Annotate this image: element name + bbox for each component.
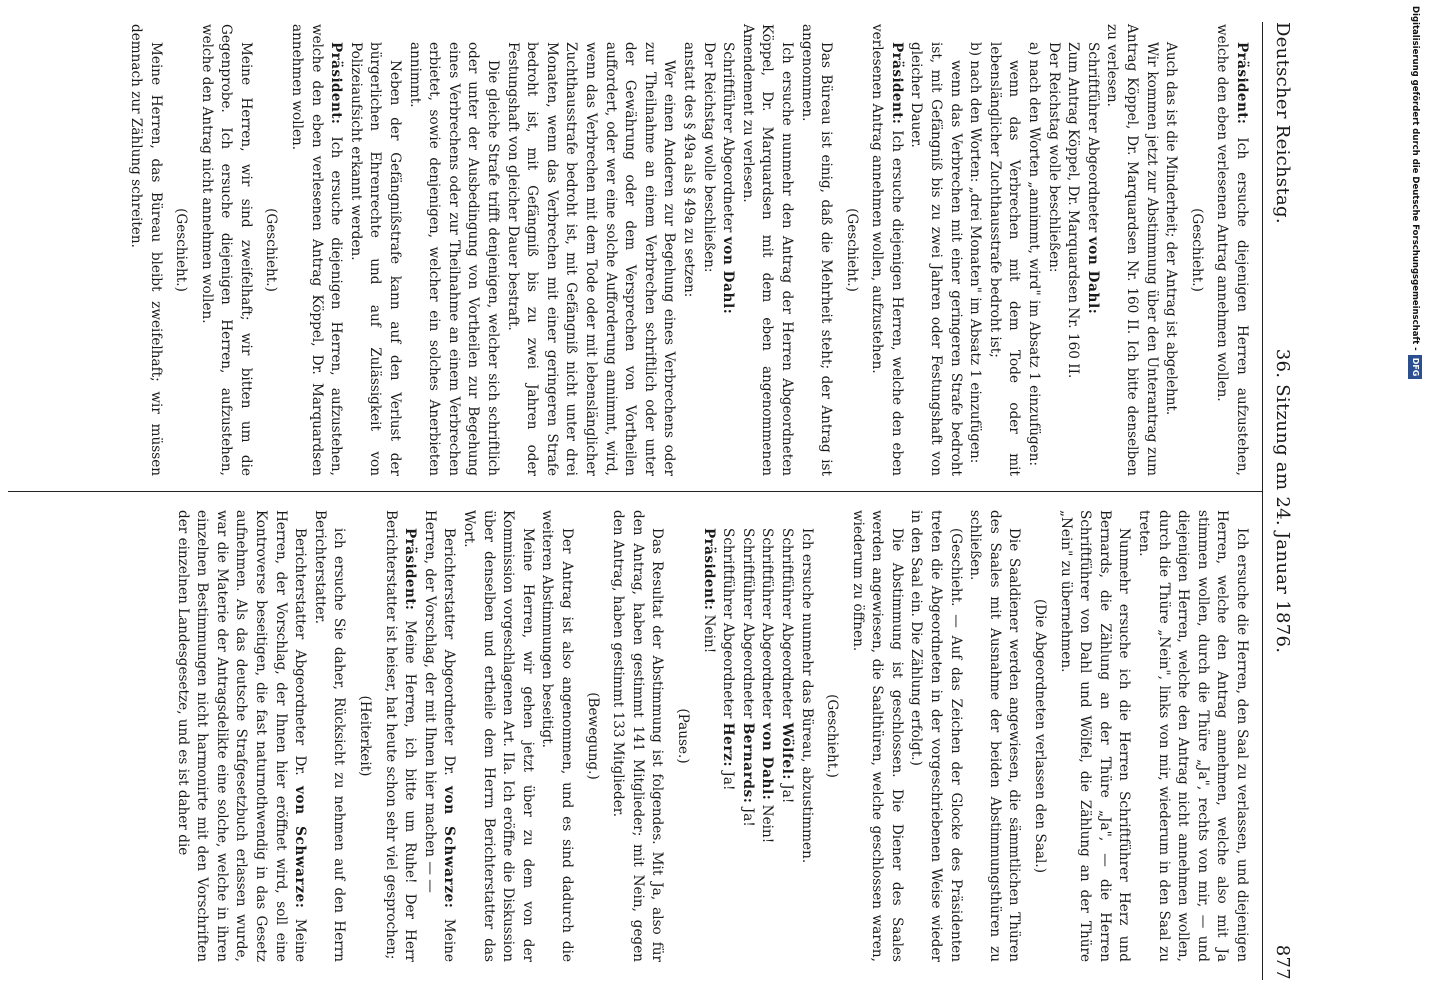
- paragraph-text: Schriftführer Abgeordneter: [739, 528, 756, 723]
- paragraph: [737, 510, 757, 962]
- paragraph: [419, 510, 458, 962]
- speaker-label: Präsident:: [402, 528, 419, 611]
- quoted-text: Wer einen Anderen zur Begehung eines Verbrechens oder zur Theilnahme an einem Verbrechen schriftlich oder unter der Gewährung oder dem Versprechen von Vortheilen auffordert, oder wer eine solche Aufforderung annimmt, wird, wenn das Verbrechen mit dem Tode oder mit lebenslänglicher Zuchthausstrafe bedroht ist, mit Gefängniß nicht unter drei Monaten, wenn das Verbrechen mit einer geringeren Strafe bedroht ist, mit Gefängniß bis zu zwei Jahren oder Festungshaft von gleicher Dauer bestraft.: [504, 42, 678, 476]
- paragraph: [678, 24, 698, 476]
- speaker-name: von Dahl:: [759, 722, 776, 801]
- paragraph-text: Meine Herren, ich bitte um Ruhe! Der Herr Berichterstatter ist heiser, hat heute schon sehr viel gesprochen;: [382, 510, 419, 962]
- paragraph-text: Ja!: [739, 803, 756, 827]
- paragraph-text: Nunmehr ersuche ich die Herren Schriftführer Herz und Bernards, die Zählung an der Thüre „Ja", — die Herren Schriftführer von Dahl und Wölfel, die Zählung an der Thüre „Nein" zu übernehmen.: [1057, 510, 1133, 962]
- paragraph: [718, 510, 738, 962]
- paragraph: [965, 510, 1024, 962]
- paragraph-text: Der Reichstag wolle beschließen:: [700, 42, 717, 273]
- speaker-label: Präsident:: [328, 42, 345, 125]
- paragraph-text: Ich ersuche die Herren, den Saal zu verlassen, und diejenigen Herren, welche den Antrag annehmen, welche also mit Ja stimmen wollen, durch die Thüre „Ja", rechts von mir, — und diejenigen Herren, welche den Antrag nicht annehmen wollen, durch die Thüre „Nein", links von mir, wiederum in den Saal zu treten.: [1136, 510, 1250, 962]
- speaker-name: Herz:: [720, 722, 737, 768]
- paragraph-text: ich ersuche Sie daher, Rücksicht zu nehmen auf den Herrn Berichterstatter.: [311, 510, 348, 962]
- paragraph: [1102, 24, 1161, 476]
- paragraph-text: Ja!: [720, 767, 737, 791]
- stage-direction: [822, 510, 842, 962]
- paragraph: [502, 24, 678, 476]
- text-column-left: [125, 24, 1251, 476]
- paragraph-text: Das Büreau ist einig, daß die Mehrheit steht; der Antrag ist angenommen.: [798, 24, 835, 476]
- digitization-credit: [1408, 6, 1422, 406]
- stage-direction-text: (Geschieht.): [824, 694, 841, 778]
- quoted-text: Neben der Gefängnißstrafe kann auf den Verlust der bürgerlichen Ehrenrechte und auf Zulässigkeit von Polizeiaufsicht erkannt werden.: [347, 42, 404, 476]
- list-item-text: b) nach den Worten: „drei Monaten" im Absatz 1 einzufügen:: [967, 42, 984, 464]
- paragraph-text: Die Saaldiener werden angewiesen, die sämmtlichen Thüren des Saales mit Ausnahme der beiden Abstimmungsthüren zu schließen.: [967, 510, 1023, 962]
- paragraph: [796, 24, 835, 476]
- paragraph: [718, 24, 738, 476]
- paragraph-text: Der Antrag ist also angenommen, und es sind dadurch die weiteren Abstimmungen beseitigt.: [539, 510, 575, 962]
- paragraph: [608, 510, 667, 962]
- paragraph: [1043, 24, 1063, 476]
- stage-direction: [582, 510, 602, 962]
- quoted-text: wenn das Verbrechen mit dem Tode oder mit lebenslänglicher Zuchthausstrafe bedroht ist;: [986, 42, 1023, 476]
- paragraph-text: Wir kommen jetzt zur Abstimmung über den Unterantrag zum Antrag Köppel, Dr. Marquardsen Nr. 160 II. Ich bitte denselben zu verlesen.: [1104, 24, 1160, 476]
- paragraph: [906, 510, 965, 962]
- paragraph-text: Schriftführer Abgeordneter: [1084, 42, 1101, 237]
- speaker-label: Präsident:: [700, 528, 717, 611]
- stage-direction-text: (Bewegung.): [584, 692, 601, 780]
- stage-direction: [261, 24, 281, 476]
- paragraph: [1161, 24, 1181, 476]
- paragraph-text: Die Abstimmung ist geschlossen. Die Diener des Saales werden angewiesen, die Saalthüren, welche geschlossen waren, wiederum zu öffnen.: [849, 510, 905, 962]
- paragraph: [698, 24, 718, 476]
- paragraph-text: Meine Herren, das Büreau bleibt zweifelhaft; wir müssen demnach zur Zählung schreiten.: [127, 24, 164, 476]
- stage-direction: [841, 24, 861, 476]
- header-publication: Deutscher Reichstag.: [1272, 22, 1293, 224]
- paragraph: [172, 510, 309, 962]
- paragraph-text: Berichterstatter Abgeordneter Dr.: [292, 528, 309, 787]
- paragraph-text: (Geschieht. — Auf das Zeichen der Glocke des Präsidenten treten die Abgeordneten in der vorgeschriebenen Weise wieder in den Saal ein. Die Zählung erfolgt.): [908, 510, 964, 962]
- stage-direction-text: (Geschieht.): [263, 208, 280, 292]
- paragraph: [380, 510, 419, 962]
- paragraph-text: Ich ersuche diejenigen Herren, welche den eben verlesenen Antrag annehmen wollen, aufzustehen.: [869, 24, 905, 476]
- header-session-title: 36. Sitzung am 24. Januar 1876.: [1272, 348, 1293, 654]
- paragraph: [1212, 24, 1251, 476]
- paragraph: [196, 24, 255, 476]
- stage-direction-text: (Heiterkeit): [357, 695, 374, 777]
- paragraph: [965, 24, 985, 476]
- stage-direction-text: (Geschieht.): [1188, 208, 1205, 292]
- paragraph-text: Schriftführer Abgeordneter: [778, 528, 795, 723]
- paragraph-text: Meine Herren, der Vorschlag, der Ihnen hier eröffnet wird, soll eine Kontroverse beseitigen, die fast naturnothwendig in das Gesetz aufnehmen. Als das deutsche Strafgesetzbuch erlassen wurde, war die Materie der Antragsdelikte eine solche, welche in ihren einzelnen Bestimmungen nicht harmonirte mit den Vorschriften der einzelnen Landesgesetze, und es ist daher die: [174, 510, 309, 962]
- speaker-name: von Schwarze:: [292, 786, 309, 909]
- stage-direction: [672, 510, 692, 962]
- paragraph-text: Ich ersuche nunmehr den Antrag der Herren Abgeordneten Köppel, Dr. Marquardsen mit dem eben angenommenen Amendement zu verlesen.: [739, 24, 795, 476]
- paragraph: [1055, 510, 1133, 962]
- stage-direction-text: (Geschieht.): [843, 208, 860, 292]
- paragraph-text: Zum Antrag Köppel, Dr. Marquardsen Nr. 160 II.: [1065, 42, 1082, 379]
- paragraph: [1023, 24, 1043, 476]
- paragraph: [984, 24, 1023, 476]
- quoted-text: Die gleiche Strafe trifft denjenigen, welcher sich schriftlich oder unter der Ausbedingung von Vortheilen zur Begehung eines Verbrechens oder zur Theilnahme an einem Verbrechen erbietet, sowie denjenigen, welcher ein solches Anerbieten annimmt.: [406, 42, 502, 476]
- paragraph-text: Der Reichstag wolle beschließen:: [1045, 42, 1062, 273]
- paragraph: [698, 510, 718, 962]
- paragraph-text: Nein!: [700, 610, 717, 654]
- paragraph-text: Auch das ist die Minderheit; der Antrag ist abgelehnt.: [1163, 42, 1180, 416]
- stage-direction: [171, 24, 191, 476]
- paragraph-text: Ich ersuche diejenigen Herren aufzustehen, welche den eben verlesenen Antrag annehmen wollen.: [1214, 24, 1250, 476]
- paragraph: [737, 24, 796, 476]
- speaker-name: von Dahl:: [720, 236, 737, 315]
- speaker-label: Präsident:: [1234, 42, 1250, 125]
- paragraph: [125, 24, 164, 476]
- paragraph: [404, 24, 502, 476]
- paragraph: [847, 510, 906, 962]
- paragraph: [1133, 510, 1251, 962]
- stage-direction-text: (Die Abgeordneten verlassen den Saal.): [1032, 598, 1049, 873]
- paragraph-text: anstatt des § 49a als § 49a zu setzen:: [680, 42, 697, 298]
- paragraph-text: Das Resultat der Abstimmung ist folgendes. Mit Ja, also für den Antrag, haben gestimmt 141 Mitglieder; mit Nein, gegen den Antrag, haben gestimmt 133 Mitglieder.: [610, 510, 666, 962]
- page-number: 877: [1272, 944, 1293, 980]
- column-separator: [8, 491, 1263, 492]
- stage-direction-text: (Pause.): [674, 708, 691, 764]
- stage-direction: [354, 510, 374, 962]
- text-column-right: [172, 510, 1251, 962]
- paragraph: [867, 24, 906, 476]
- paragraph: [345, 24, 404, 476]
- credit-text: Digitalisierung gefördert durch die Deutsche Forschungsgemeinschaft -: [1410, 6, 1420, 351]
- paragraph: [309, 510, 348, 962]
- paragraph: [776, 510, 796, 962]
- paragraph-text: Meine Herren, wir sind zweifelhaft; wir bitten um die Gegenprobe. Ich ersuche diejenigen Herren, aufzustehen, welche den Antrag nicht annehmen wollen.: [198, 24, 254, 476]
- paragraph-text: Ja!: [778, 779, 795, 804]
- stage-direction: [1186, 24, 1206, 476]
- header-rule: [1262, 22, 1263, 980]
- paragraph-text: Nein!: [759, 800, 776, 844]
- paragraph-text: Schriftführer Abgeordneter: [720, 42, 737, 237]
- paragraph-text: Ich ersuche diejenigen Herren, aufzustehen, welche den eben verlesenen Antrag Köppel, Dr. Marquardsen annehmen wollen.: [289, 24, 345, 476]
- dfg-logo: DFG: [1408, 355, 1422, 380]
- paragraph-text: Meine Herren, wir gehen jetzt über zu dem von der Kommission vorgeschlagenen Art. IIa. Ich eröffne die Diskussion über denselben und ertheile dem Herrn Berichterstatter das Wort.: [461, 510, 536, 962]
- speaker-name: Wölfel:: [778, 722, 795, 780]
- paragraph-text: Berichterstatter Abgeordneter Dr.: [441, 528, 458, 787]
- paragraph: [458, 510, 536, 962]
- paragraph: [1063, 24, 1083, 476]
- paragraph: [1082, 24, 1102, 476]
- page-header: [1265, 22, 1299, 980]
- paragraph-text: Schriftführer Abgeordneter: [759, 528, 776, 723]
- speaker-name: Bernards:: [739, 722, 756, 804]
- speaker-label: Präsident:: [888, 42, 905, 125]
- paragraph-text: Meine Herren, der Vorschlag, der mit Ihnen hier machen — —: [421, 510, 458, 962]
- paragraph-text: Ich ersuche nunmehr das Büreau, abzustimmen.: [798, 528, 815, 864]
- speaker-name: von Schwarze:: [441, 786, 458, 909]
- stage-direction-text: (Geschieht.): [173, 208, 190, 292]
- paragraph: [757, 510, 777, 962]
- speaker-name: von Dahl:: [1084, 236, 1101, 315]
- paragraph: [906, 24, 965, 476]
- quoted-text: wenn das Verbrechen mit einer geringeren Strafe bedroht ist, mit Gefängniß bis zu zwei Jahren oder Festungshaft von gleicher Dauer.: [908, 42, 964, 476]
- paragraph: [287, 24, 346, 476]
- paragraph: [537, 510, 576, 962]
- paragraph: [796, 510, 816, 962]
- list-item-text: a) nach den Worten „annimmt, wird" im Absatz 1 einzufügen:: [1026, 42, 1043, 467]
- paragraph-text: Schriftführer Abgeordneter: [720, 528, 737, 723]
- stage-direction: [1029, 510, 1049, 962]
